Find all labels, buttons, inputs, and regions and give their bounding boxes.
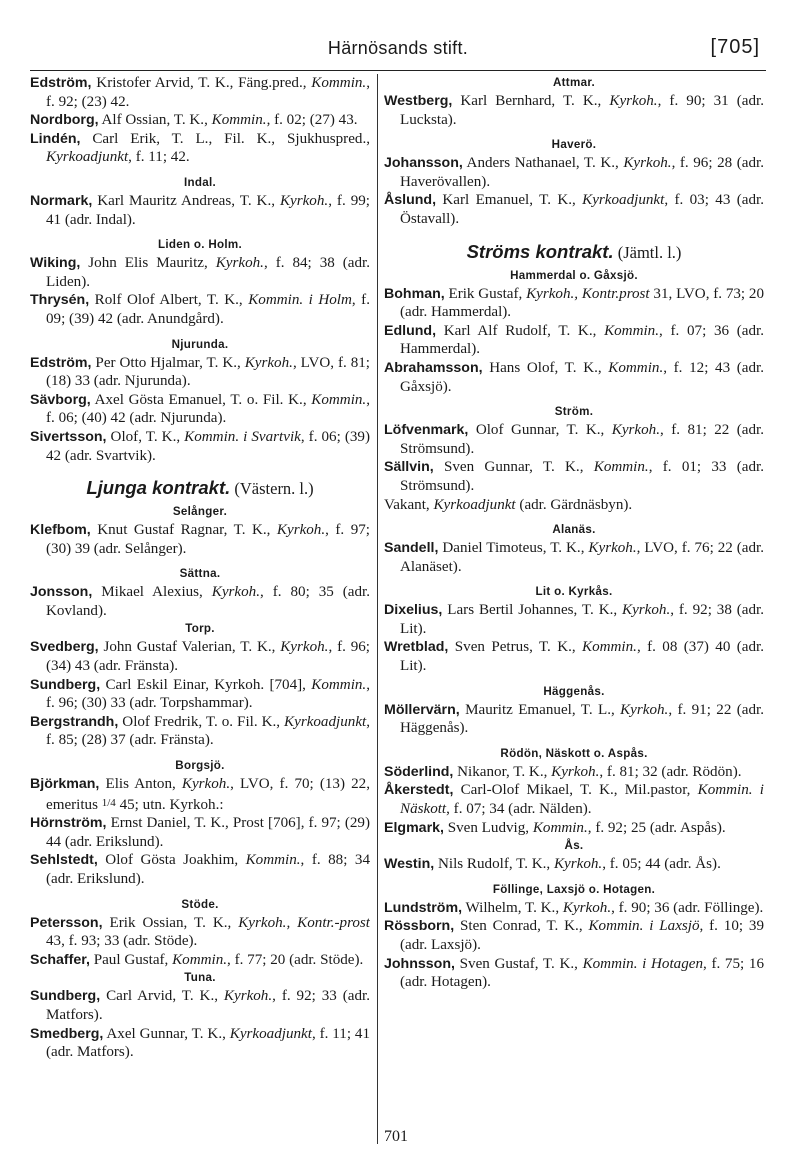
entry-surname: Bohman, — [384, 285, 445, 302]
clergy-entry — [384, 638, 764, 675]
entry-italic-text: Kommin. i Hotagen — [582, 955, 704, 972]
entry-text: , f. 90; 36 (adr. Föllinge). — [611, 899, 764, 916]
clergy-entry — [30, 192, 370, 229]
entry-surname: Nordborg, — [30, 112, 99, 129]
clergy-entry — [30, 713, 370, 750]
entry-text: John Elis Mauritz, — [80, 255, 216, 272]
entry-text: Axel Gunnar, T. K., — [103, 1025, 230, 1042]
entry-italic-text: Kyrkoh. — [620, 701, 669, 718]
clergy-entry — [30, 951, 370, 970]
entry-text: , f. 06; (39) 42 (adr. Svartvik). — [46, 428, 370, 464]
entry-text: Carl-Olof Mikael, T. K., Mil.pastor, — [453, 782, 698, 799]
entry-text: Carl Erik, T. L., Fil. K., Sjukhuspred., — [80, 130, 370, 147]
parish-heading: Ås. — [564, 839, 584, 853]
entry-italic-text: Kyrkoh. — [609, 93, 658, 109]
clergy-entry — [30, 775, 370, 814]
entry-italic-text: Kyrkoh. — [562, 899, 612, 916]
entry-italic-text: Kyrkoh., Kontr.prost — [526, 285, 650, 302]
entry-surname: Edlund, — [384, 322, 437, 339]
entry-surname: Thrysén, — [30, 292, 90, 309]
entry-italic-text: Kommin. — [608, 359, 664, 376]
clergy-entry — [384, 899, 764, 918]
entry-text: , f. 07; 36 (adr. Hammerdal). — [400, 322, 764, 358]
entry-text: Olof Gösta Joakhim, — [97, 852, 246, 869]
entry-italic-text: Kommin. — [604, 322, 659, 339]
entry-text: Olof Fredrik, T. o. Fil. K., — [118, 713, 285, 730]
entry-text: Karl Emanuel, T. K., — [436, 192, 583, 209]
parish-heading: Ström. — [554, 405, 594, 419]
entry-text: Rolf Olof Albert, T. K., — [89, 292, 249, 309]
entry-italic-text: Kyrkoh. — [279, 192, 329, 209]
entry-text: , f. 75; 16 (adr. Hotagen). — [400, 955, 764, 991]
entry-italic-text: Kyrkoh., Kontr.-prost — [238, 914, 370, 931]
parish-heading: Liden o. Holm. — [157, 238, 243, 252]
entry-surname: Björkman, — [30, 776, 100, 793]
entry-italic-text: Kyrkoadjunkt — [433, 496, 516, 513]
clergy-entry — [30, 254, 370, 291]
entry-text: Lars Bertil Johannes, T. K., — [442, 602, 623, 619]
entry-text: Ernst Daniel, T. K., Prost [706], f. 97; (29) 44 (adr. Erikslund). — [46, 815, 370, 850]
parish-heading: Torp. — [185, 622, 215, 636]
entry-text: Kristofer Arvid, T. K., Fäng.pred., — [91, 75, 312, 91]
entry-text: , f. 92; 25 (adr. Aspås). — [587, 819, 726, 836]
parish-heading: Rödön, Näskott o. Aspås. — [500, 746, 648, 760]
entry-text: , f. 90; 31 (adr. Lucksta). — [400, 93, 764, 128]
entry-text: Sven Ludvig, — [443, 819, 533, 836]
entry-italic-text: Kyrkoh. — [223, 988, 273, 1005]
entry-text: Nils Rudolf, T. K., — [434, 856, 554, 873]
clergy-entry — [384, 819, 764, 838]
entry-text: Karl Mauritz Andreas, T. K., — [92, 192, 280, 209]
clergy-entry — [30, 354, 370, 391]
clergy-entry — [30, 914, 370, 951]
entry-text: Karl Bernhard, T. K., — [452, 93, 610, 109]
entry-italic-text: Kyrkoh. — [553, 856, 603, 873]
entry-text: , f. 88; 34 (adr. Erikslund). — [46, 852, 370, 887]
entry-text: Wilhelm, T. K., — [462, 899, 563, 916]
page-title: Härnösands stift. — [327, 38, 469, 58]
entry-text: , f. 12; 43 (adr. Gåxsjö). — [400, 359, 764, 395]
page-reference: [705] — [710, 36, 760, 58]
entry-text: , f. 05; 44 (adr. Ås). — [602, 856, 721, 873]
parish-heading: Stöde. — [181, 897, 219, 911]
entry-text: Mauritz Emanuel, T. L., — [459, 701, 621, 718]
clergy-entry — [30, 74, 370, 111]
entry-italic-text: Kommin. i Laxsjö — [588, 918, 700, 935]
clergy-entry — [384, 701, 764, 738]
entry-text: (adr. Gärdnäsbyn). — [515, 496, 633, 513]
entry-text: John Gustaf Valerian, T. K., — [98, 639, 281, 656]
entry-italic-text: Kyrkoadjunkt — [46, 149, 129, 166]
clergy-entry — [30, 676, 370, 713]
entry-text: , LVO, f. 81; (18) 33 (adr. Njurunda). — [46, 354, 370, 390]
entry-text: Olof Gunnar, T. K., — [468, 422, 612, 439]
parish-heading: Haverö. — [551, 138, 597, 152]
entry-text: Knut Gustaf Ragnar, T. K., — [90, 522, 277, 539]
clergy-entry — [30, 851, 370, 888]
entry-surname: Sundberg, — [30, 676, 101, 693]
entry-text: , f. 80; 35 (adr. Kovland). — [46, 584, 370, 619]
entry-italic-text: Kommin. — [172, 951, 228, 968]
kontrakt-region: (Jämtl. l.) — [613, 242, 682, 262]
entry-surname: Sävborg, — [30, 391, 91, 408]
entry-text: Vakant, — [384, 496, 434, 513]
entry-surname: Rössborn, — [384, 918, 455, 935]
entry-text: , f. 81; 32 (adr. Rödön). — [599, 763, 742, 780]
parish-heading: Borgsjö. — [175, 759, 225, 773]
parish-heading: Lit o. Kyrkås. — [535, 585, 613, 599]
entry-surname: Sandell, — [384, 540, 439, 557]
entry-surname: Wiking, — [30, 255, 81, 272]
entry-italic-text: Kyrkoadjunkt — [284, 713, 367, 730]
entry-text: 31, LVO, f. 73; 20 (adr. Hammerdal). — [400, 285, 764, 321]
clergy-entry — [30, 1025, 370, 1062]
clergy-entry — [384, 285, 764, 322]
entry-italic-text: Kommin. — [211, 112, 267, 129]
entry-text: , f. 08 (37) 40 (adr. Lit). — [400, 639, 764, 675]
entry-text: , LVO, f. 76; 22 (adr. Alanäset). — [400, 540, 764, 575]
entry-italic-text: Kyrkoh. — [611, 422, 660, 439]
entry-italic-text: Kommin. i Svartvik — [184, 428, 301, 445]
entry-italic-text: Kommin. — [311, 391, 367, 408]
page-header — [30, 36, 766, 71]
entry-text: , f. 96; (34) 43 (adr. Fränsta). — [46, 639, 370, 675]
entry-text: , f. 92; (23) 42. — [46, 75, 370, 110]
clergy-entry — [384, 154, 764, 191]
entry-text: Nikanor, T. K., — [453, 763, 552, 780]
entry-text: , f. 11; 42. — [128, 149, 190, 166]
entry-text: , f. 96; 28 (adr. Haverövallen). — [400, 155, 764, 190]
parish-heading: Hammerdal o. Gåxsjö. — [510, 268, 638, 282]
clergy-entry — [384, 917, 764, 954]
entry-text: Daniel Timoteus, T. K., — [438, 540, 589, 557]
page-number: 701 — [384, 1128, 408, 1145]
clergy-entry — [30, 638, 370, 675]
entry-text: 45; utn. Kyrkoh.: — [115, 796, 224, 813]
entry-italic-text: Kyrkoh. — [215, 255, 264, 272]
parish-heading: Njurunda. — [171, 337, 229, 351]
entry-italic-text: Kyrkoh. — [280, 639, 329, 656]
clergy-entry — [30, 428, 370, 465]
entry-text: Sten Conrad, T. K., — [454, 918, 589, 935]
entry-surname: Johnsson, — [384, 955, 455, 972]
clergy-entry — [30, 291, 370, 328]
entry-surname: Elgmark, — [384, 819, 444, 836]
entry-text: , f. 91; 22 (adr. Häggenås). — [400, 701, 764, 737]
entry-surname: Edström, — [30, 75, 92, 91]
entry-text: , f. 92; 38 (adr. Lit). — [400, 602, 764, 637]
entry-surname: Sehlstedt, — [30, 852, 98, 869]
entry-text: , f. 11; 41 (adr. Matfors). — [46, 1025, 370, 1061]
entry-text: Olof, T. K., — [106, 428, 185, 445]
entry-surname: Sivertsson, — [30, 428, 107, 445]
clergy-entry — [30, 583, 370, 620]
entry-italic-text: Kommin. — [593, 459, 649, 476]
entry-surname: Normark, — [30, 192, 93, 209]
entry-italic-text: Kyrkoh. — [181, 776, 231, 793]
entry-surname: Wretblad, — [384, 639, 449, 656]
entry-italic-text: Kommin. — [532, 819, 588, 836]
clergy-entry — [30, 521, 370, 558]
entry-italic-text: Kyrkoh. — [551, 763, 600, 780]
entry-text: Hans Olof, T. K., — [482, 359, 609, 376]
parish-heading: Indal. — [183, 175, 217, 189]
clergy-entry — [384, 359, 764, 396]
entry-surname: Petersson, — [30, 914, 103, 931]
entry-text: Axel Gösta Emanuel, T. o. Fil. K., — [90, 391, 312, 408]
entry-italic-text: Kommin. i Holm — [248, 292, 352, 309]
entry-surname: Westin, — [384, 856, 435, 873]
entry-surname: Löfvenmark, — [384, 422, 469, 439]
clergy-entry — [384, 496, 764, 515]
clergy-entry — [384, 421, 764, 458]
entry-surname: Lindén, — [30, 130, 81, 147]
entry-text: Erik Gustaf, — [444, 285, 527, 302]
entry-text: , f. 84; 38 (adr. Liden). — [46, 255, 370, 290]
entry-surname: Johansson, — [384, 155, 463, 172]
entry-text: Carl Arvid, T. K., — [100, 988, 224, 1005]
clergy-entry — [30, 111, 370, 130]
column-divider — [377, 74, 378, 1144]
entry-text: Karl Alf Rudolf, T. K., — [436, 322, 605, 339]
kontrakt-heading — [384, 241, 764, 265]
entry-surname: Åkerstedt, — [384, 782, 454, 799]
entry-surname: Westberg, — [384, 93, 453, 109]
entry-text: Anders Nathanael, T. K., — [462, 155, 624, 172]
entry-text: , f. 97; (30) 39 (adr. Selånger). — [46, 522, 370, 557]
clergy-entry — [30, 391, 370, 428]
entry-surname: Sällvin, — [384, 459, 434, 476]
entry-text: , f. 01; 33 (adr. Strömsund). — [400, 459, 764, 494]
entry-italic-text: Kyrkoadjunkt — [582, 192, 665, 209]
entry-italic-text: Kommin. — [582, 639, 637, 656]
entry-surname: Söderlind, — [384, 763, 454, 780]
entry-surname: Edström, — [30, 354, 92, 371]
entry-surname: Hörnström, — [30, 815, 107, 832]
entry-italic-text: Kyrkoh. — [622, 602, 671, 619]
clergy-entry — [384, 955, 764, 992]
kontrakt-heading — [30, 477, 370, 501]
entry-text: Elis Anton, — [99, 776, 182, 793]
entry-text: , f. 09; (39) 42 (adr. Anundgård). — [46, 292, 370, 327]
left-column — [30, 74, 370, 1134]
kontrakt-title: Ströms kontrakt. — [466, 240, 614, 262]
entry-text: , f. 07; 34 (adr. Nälden). — [446, 801, 592, 818]
entry-text: Mikael Alexius, — [92, 584, 212, 601]
entry-text: , LVO, f. 70; (13) 22, emeritus — [46, 776, 370, 813]
entry-italic-text: Kommin. — [245, 852, 301, 869]
entry-text: , f. 10; 39 (adr. Laxsjö). — [400, 918, 764, 953]
entry-surname: Abrahamsson, — [384, 359, 483, 376]
entry-surname: Sundberg, — [30, 988, 101, 1005]
entry-italic-text: Kyrkoh. — [276, 522, 326, 539]
entry-text: , f. 85; (28) 37 (adr. Fränsta). — [46, 713, 370, 749]
entry-fraction: 1/4 — [101, 796, 116, 809]
entry-italic-text: Kyrkoh. — [211, 584, 260, 601]
entry-text: , f. 96; (30) 33 (adr. Torpshammar). — [46, 676, 370, 712]
entry-surname: Jonsson, — [30, 584, 93, 601]
entry-text: Sven Gustaf, T. K., — [454, 955, 583, 972]
entry-surname: Smedberg, — [30, 1025, 104, 1042]
entry-italic-text: Kyrkoadjunkt — [229, 1025, 312, 1042]
entry-text: Sven Petrus, T. K., — [448, 639, 583, 656]
clergy-entry — [384, 458, 764, 495]
entry-surname: Åslund, — [384, 192, 437, 209]
entry-text: , f. 02; (27) 43. — [266, 112, 358, 129]
clergy-entry — [384, 763, 764, 782]
entry-surname: Schaffer, — [30, 951, 90, 968]
parish-heading: Attmar. — [552, 76, 596, 89]
entry-text: , f. 99; 41 (adr. Indal). — [46, 192, 370, 228]
parish-heading: Föllinge, Laxsjö o. Hotagen. — [492, 882, 656, 896]
entry-text: Sven Gunnar, T. K., — [433, 459, 594, 476]
entry-text: , f. 06; (40) 42 (adr. Njurunda). — [46, 391, 370, 427]
entry-italic-text: Kommin. — [311, 75, 367, 91]
entry-surname: Klefbom, — [30, 522, 91, 539]
entry-italic-text: Kyrkoh. — [588, 540, 637, 557]
clergy-entry — [384, 601, 764, 638]
entry-text: , f. 81; 22 (adr. Strömsund). — [400, 422, 764, 457]
entry-italic-text: Kyrkoh. — [244, 354, 293, 371]
entry-surname: Dixelius, — [384, 602, 443, 619]
entry-text: Carl Eskil Einar, Kyrkoh. [704], — [100, 676, 312, 693]
entry-text: 43, f. 93; 33 (adr. Stöde). — [46, 933, 198, 950]
parish-heading: Sättna. — [179, 567, 221, 581]
clergy-entry — [384, 191, 764, 228]
entry-text: Alf Ossian, T. K., — [98, 112, 212, 129]
right-column — [384, 74, 764, 1134]
kontrakt-region: (Västern. l.) — [230, 479, 314, 499]
entry-text: , f. 03; 43 (adr. Östavall). — [400, 192, 764, 227]
entry-surname: Bergstrandh, — [30, 713, 119, 730]
entry-italic-text: Kyrkoh. — [623, 155, 672, 172]
entry-surname: Möllervärn, — [384, 701, 460, 718]
clergy-entry — [384, 322, 764, 359]
entry-text: Erik Ossian, T. K., — [102, 914, 239, 931]
clergy-entry — [30, 814, 370, 851]
clergy-entry — [384, 539, 764, 576]
entry-text: Paul Gustaf, — [89, 951, 173, 968]
clergy-entry — [30, 987, 370, 1024]
entry-italic-text: Kommin. — [311, 676, 367, 693]
clergy-entry — [384, 855, 764, 874]
entry-text: Per Otto Hjalmar, T. K., — [91, 354, 245, 371]
entry-surname: Lundström, — [384, 899, 463, 916]
clergy-entry — [384, 92, 764, 129]
parish-heading: Häggenås. — [543, 684, 605, 698]
entry-text: , f. 92; 33 (adr. Matfors). — [46, 988, 370, 1023]
clergy-entry — [30, 130, 370, 167]
parish-heading: Alanäs. — [552, 523, 596, 537]
entry-italic-text: Kommin. i Näskott — [400, 782, 764, 818]
parish-heading: Tuna. — [184, 971, 216, 985]
entry-text: , f. 77; 20 (adr. Stöde). — [227, 951, 364, 968]
parish-heading: Selånger. — [172, 505, 228, 519]
kontrakt-title: Ljunga kontrakt. — [86, 477, 231, 499]
clergy-entry — [384, 781, 764, 818]
entry-surname: Svedberg, — [30, 639, 99, 656]
